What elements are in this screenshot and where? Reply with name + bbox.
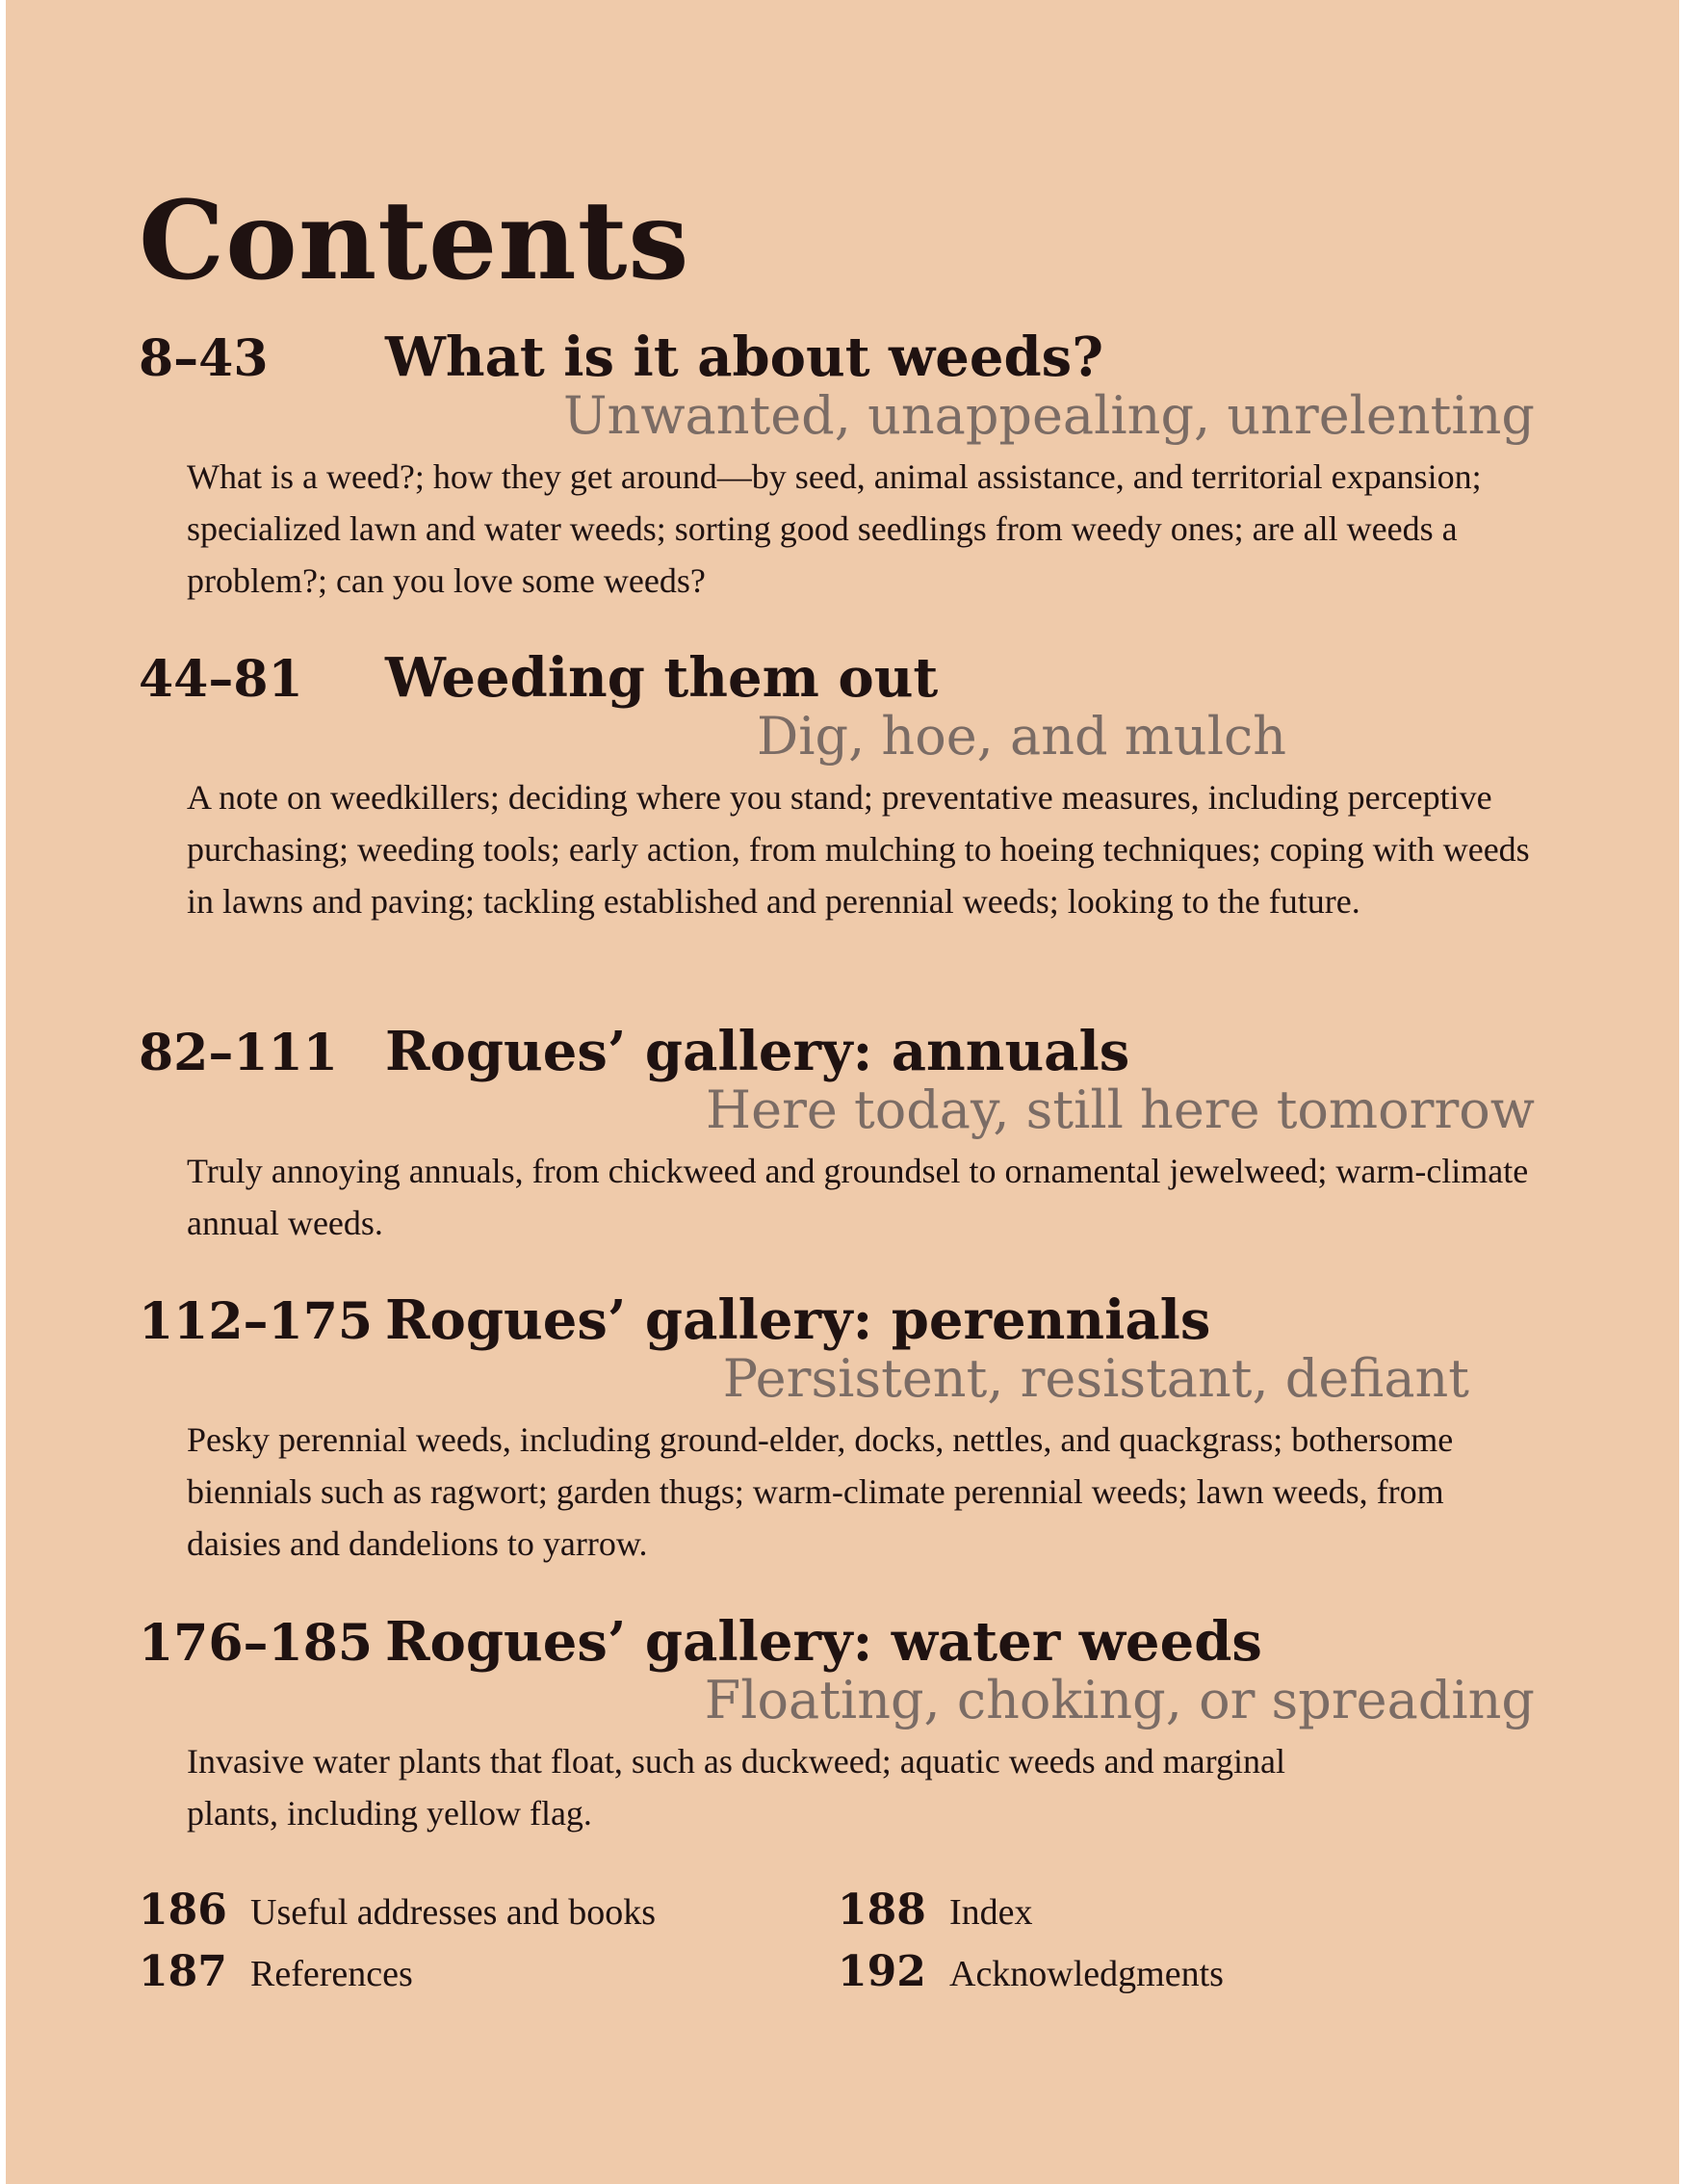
section-title: Weeding them out (385, 646, 939, 710)
section-description: Pesky perennial weeds, including ground-elder, docks, nettles, and quackgrass; bothersome biennials such as ragwort; garden thugs; warm-climate perennial weeds; lawn weeds, from daisies and dandelions to yarrow. (187, 1420, 1454, 1563)
back-matter-label: References (250, 1954, 413, 1994)
toc-section-weeding (139, 646, 1535, 927)
back-matter-page: 187 (139, 1947, 227, 1996)
section-page-range: 82–111 (139, 1024, 338, 1082)
back-matter-item-index (838, 1885, 1512, 1943)
back-matter-label: Useful addresses and books (250, 1892, 657, 1933)
back-matter-label: Acknowledgments (949, 1954, 1224, 1994)
section-heading (139, 646, 1535, 710)
section-title: Rogues’ gallery: perennials (385, 1288, 1211, 1352)
section-description: Invasive water plants that float, such as duckweed; aquatic weeds and marginal plants, including yellow flag. (187, 1742, 1285, 1833)
section-subtitle: Persistent, resistant, defiant (722, 1348, 1469, 1409)
toc-section-annuals (139, 1020, 1535, 1249)
toc-section-perennials (139, 1288, 1535, 1570)
contents-page (6, 0, 1679, 2184)
section-title: Rogues’ gallery: annuals (385, 1020, 1130, 1083)
section-page-range: 8–43 (139, 329, 269, 388)
toc-section-weeds (139, 325, 1535, 607)
back-matter-item-references (139, 1947, 838, 2005)
back-matter-label: Index (949, 1892, 1033, 1933)
section-heading (139, 1288, 1535, 1352)
back-matter-item-acknowledgments (838, 1947, 1512, 2005)
page-title: Contents (139, 178, 690, 304)
section-page-range: 44–81 (139, 650, 303, 709)
back-matter-item-addresses (139, 1885, 838, 1943)
section-subtitle: Floating, choking, or spreading (704, 1670, 1535, 1730)
section-title: Rogues’ gallery: water weeds (385, 1610, 1262, 1674)
section-page-range: 176–185 (139, 1614, 374, 1673)
section-title: What is it about weeds? (385, 325, 1104, 389)
toc-section-water-weeds (139, 1610, 1535, 1839)
section-heading (139, 1610, 1535, 1674)
back-matter-page: 186 (139, 1885, 227, 1935)
section-description: A note on weedkillers; deciding where you stand; preventative measures, including perceptive purchasing; weeding tools; early action, from mulching to hoeing techniques; coping with weeds in lawns and paving; tackling established and perennial weeds; looking to the future. (187, 778, 1530, 921)
section-subtitle: Unwanted, unappealing, unrelenting (563, 385, 1535, 446)
section-page-range: 112–175 (139, 1292, 374, 1351)
back-matter-list (139, 1885, 1535, 2005)
back-matter-page: 188 (838, 1885, 926, 1935)
section-description: Truly annoying annuals, from chickweed and groundsel to ornamental jewelweed; warm-climate annual weeds. (187, 1152, 1529, 1242)
section-heading (139, 1020, 1535, 1083)
section-heading (139, 325, 1535, 389)
back-matter-page: 192 (838, 1947, 926, 1996)
section-subtitle: Here today, still here tomorrow (706, 1079, 1535, 1140)
section-description: What is a weed?; how they get around—by seed, animal assistance, and territorial expansion; specialized lawn and water weeds; sorting good seedlings from weedy ones; are all weeds a problem?; can you love some weeds? (187, 457, 1482, 600)
section-subtitle: Dig, hoe, and mulch (756, 706, 1286, 767)
